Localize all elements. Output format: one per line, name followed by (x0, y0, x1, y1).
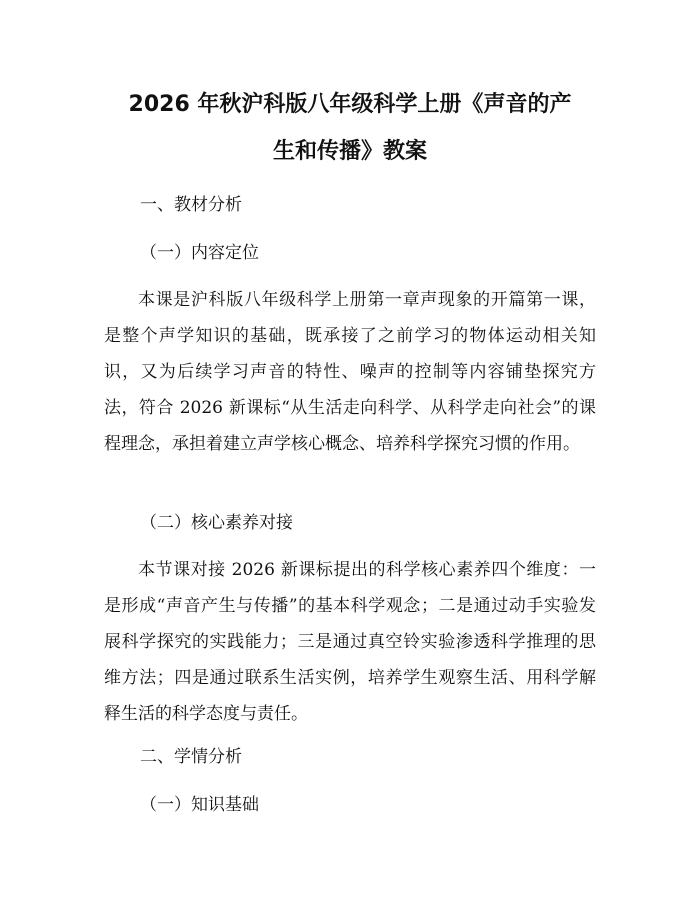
paragraph-content-positioning: 本课是沪科版八年级科学上册第一章声现象的开篇第一课，是整个声学知识的基础，既承接了之前学习的物体运动相关知识，又为后续学习声音的特性、噪声的控制等内容铺垫探究方法，符合 2026 新课标“从生活走向科学、从科学走向社会”的课程理念，承担着建立声学核心概念、培养科学探究习惯的作用。 (104, 290, 596, 454)
document-title-line-1: 2026 年秋沪科版八年级科学上册《声音的产 (128, 92, 572, 117)
document-title-line-2: 生和传播》教案 (272, 139, 427, 164)
paragraph-core-literacy: 本节课对接 2026 新课标提出的科学核心素养四个维度：一是形成“声音产生与传播”的基本科学观念；二是通过动手实验发展科学探究的实践能力；三是通过真空铃实验渗透科学推理的思维方法；四是通过联系生活实例，培养学生观察生活、用科学解释生活的科学态度与责任。 (104, 560, 596, 724)
section-heading-student-analysis: 二、学情分析 (140, 747, 242, 767)
subsection-heading-knowledge-foundation: （一）知识基础 (140, 795, 259, 815)
section-heading-textbook-analysis: 一、教材分析 (140, 195, 242, 215)
subsection-heading-core-literacy: （二）核心素养对接 (140, 513, 293, 533)
subsection-heading-content-positioning: （一）内容定位 (140, 243, 259, 263)
